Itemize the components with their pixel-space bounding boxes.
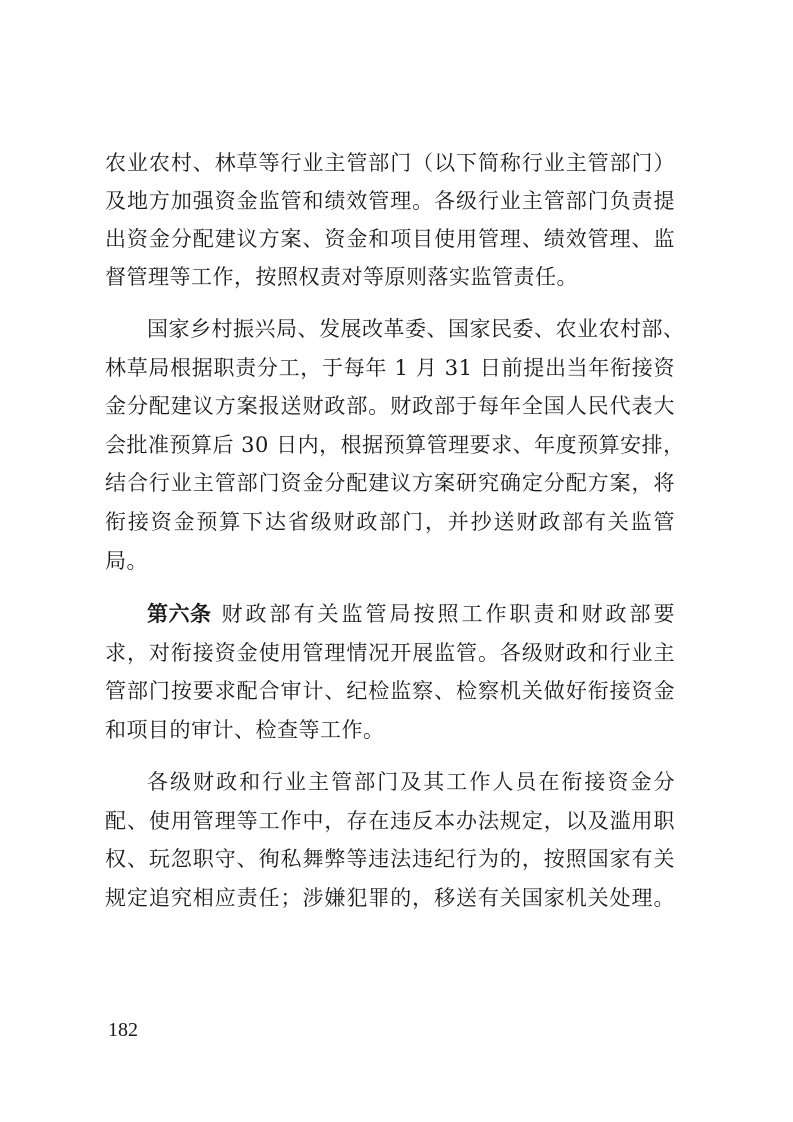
paragraph-4-line-2: 配、使用管理等工作中，存在违反本办法规定，以及滥用职 [105,809,675,833]
paragraph-2-line-7: 局。 [105,549,148,573]
paragraph-4-line-1: 各级财政和行业主管部门及其工作人员在衔接资金分 [147,770,675,794]
paragraph-3-line-3: 管部门按要求配合审计、纪检监察、检察机关做好衔接资金 [105,679,675,703]
paragraph-1-line-3: 出资金分配建议方案、资金和项目使用管理、绩效管理、监 [105,227,675,251]
paragraph-2-line-3: 金分配建议方案报送财政部。财政部于每年全国人民代表大 [105,394,675,418]
paragraph-4-line-4: 规定追究相应责任；涉嫌犯罪的，移送有关国家机关处理。 [105,886,675,910]
paragraph-2-line-4: 会批准预算后 30 日内，根据预算管理要求、年度预算安排， [105,433,685,457]
paragraph-3-line-1: 财政部有关监管局按照工作职责和财政部要 [221,602,675,626]
article-six-first-line [147,601,675,627]
paragraph-1-line-1: 农业农村、林草等行业主管部门（以下简称行业主管部门） [105,151,675,175]
paragraph-3-line-2: 求，对衔接资金使用管理情况开展监管。各级财政和行业主 [105,641,675,665]
paragraph-2-line-1: 国家乡村振兴局、发展改革委、国家民委、农业农村部、 [147,317,685,341]
paragraph-1-line-4: 督管理等工作，按照权责对等原则落实监管责任。 [105,265,578,289]
paragraph-2-line-2: 林草局根据职责分工，于每年 1 月 31 日前提出当年衔接资 [105,356,675,380]
paragraph-2-line-5: 结合行业主管部门资金分配建议方案研究确定分配方案，将 [105,471,675,495]
paragraph-1-line-2: 及地方加强资金监管和绩效管理。各级行业主管部门负责提 [105,189,675,213]
paragraph-3-line-4: 和项目的审计、检查等工作。 [105,718,385,742]
article-number: 第六条 [147,602,212,626]
page-number: 182 [108,1019,138,1041]
paragraph-4-line-3: 权、玩忽职守、徇私舞弊等违法违纪行为的，按照国家有关 [105,847,675,871]
paragraph-2-line-6: 衔接资金预算下达省级财政部门，并抄送财政部有关监管 [105,510,675,534]
